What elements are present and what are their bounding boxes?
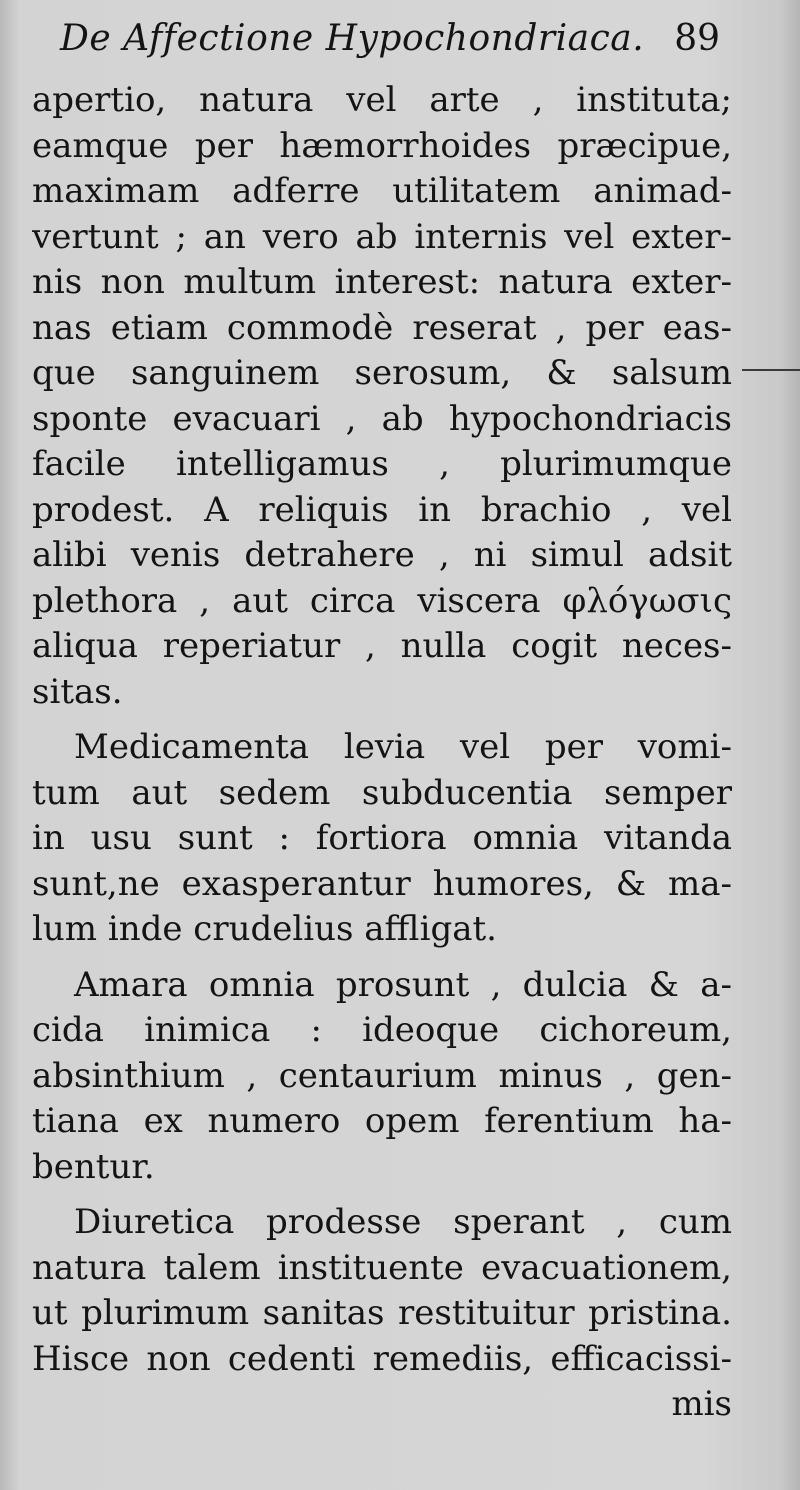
running-title: De Affectione Hypochondriaca.	[60, 18, 645, 59]
text-line: ut plurimum sanitas restituitur pristina.	[32, 1293, 732, 1333]
text-line: maximam adferre utilitatem animad-	[32, 171, 732, 211]
paragraph	[32, 1200, 732, 1382]
text-line: sunt,ne exasperantur humores, & ma-	[32, 863, 732, 904]
text-line: vertunt ; an vero ab internis vel exter-	[32, 216, 732, 257]
paragraph	[32, 725, 732, 953]
text-line: cida inimica : ideoque cichoreum,	[32, 1010, 732, 1050]
text-line: bentur.	[32, 1146, 155, 1187]
text-line: alibi venis detrahere , ni simul adsit	[32, 535, 732, 575]
paragraph	[32, 963, 732, 1191]
text-line: in usu sunt : fortiora omnia vitanda	[32, 818, 732, 858]
text-line: absinthium , centaurium minus , gen-	[32, 1055, 732, 1096]
margin-pen-mark	[742, 369, 800, 371]
running-head	[60, 18, 720, 70]
page-number: 89	[674, 18, 720, 59]
text-line: Amara omnia prosunt , dulcia & a-	[74, 964, 732, 1005]
text-line: nas etiam commodè reserat , per eas-	[32, 307, 732, 348]
text-line: Hisce non cedenti remediis, efficacissi-	[32, 1338, 732, 1379]
text-line: tiana ex numero opem ferentium ha-	[32, 1101, 732, 1141]
text-line: prodest. A reliquis in brachio , vel	[32, 489, 732, 530]
paragraph	[32, 78, 732, 715]
text-line: sponte evacuari , ab hypochondriacis	[32, 398, 732, 439]
text-line: apertio, natura vel arte , instituta;	[32, 80, 732, 120]
text-line: aliqua reperiatur , nulla cogit neces-	[32, 626, 732, 666]
text-line: facile intelligamus , plurimumque	[32, 444, 732, 484]
text-line: Diuretica prodesse sperant , cum	[74, 1202, 732, 1242]
text-line: tum aut sedem subducentia semper	[32, 772, 732, 813]
text-line: nis non multum interest: natura exter-	[32, 262, 732, 302]
body-text	[32, 78, 732, 1428]
text-line: lum inde crudelius affligat.	[32, 909, 497, 949]
text-line: Medicamenta levia vel per vomi-	[74, 727, 732, 767]
text-line: que sanguinem serosum, & salsum	[32, 353, 732, 393]
text-line: natura talem instituente evacuationem,	[32, 1247, 732, 1288]
text-line: eamque per hæmorrhoides præcipue,	[32, 125, 732, 166]
text-line: sitas.	[32, 671, 123, 712]
catchword: mis	[671, 1384, 732, 1424]
text-line: plethora , aut circa viscera φλόγωσις	[32, 580, 732, 621]
